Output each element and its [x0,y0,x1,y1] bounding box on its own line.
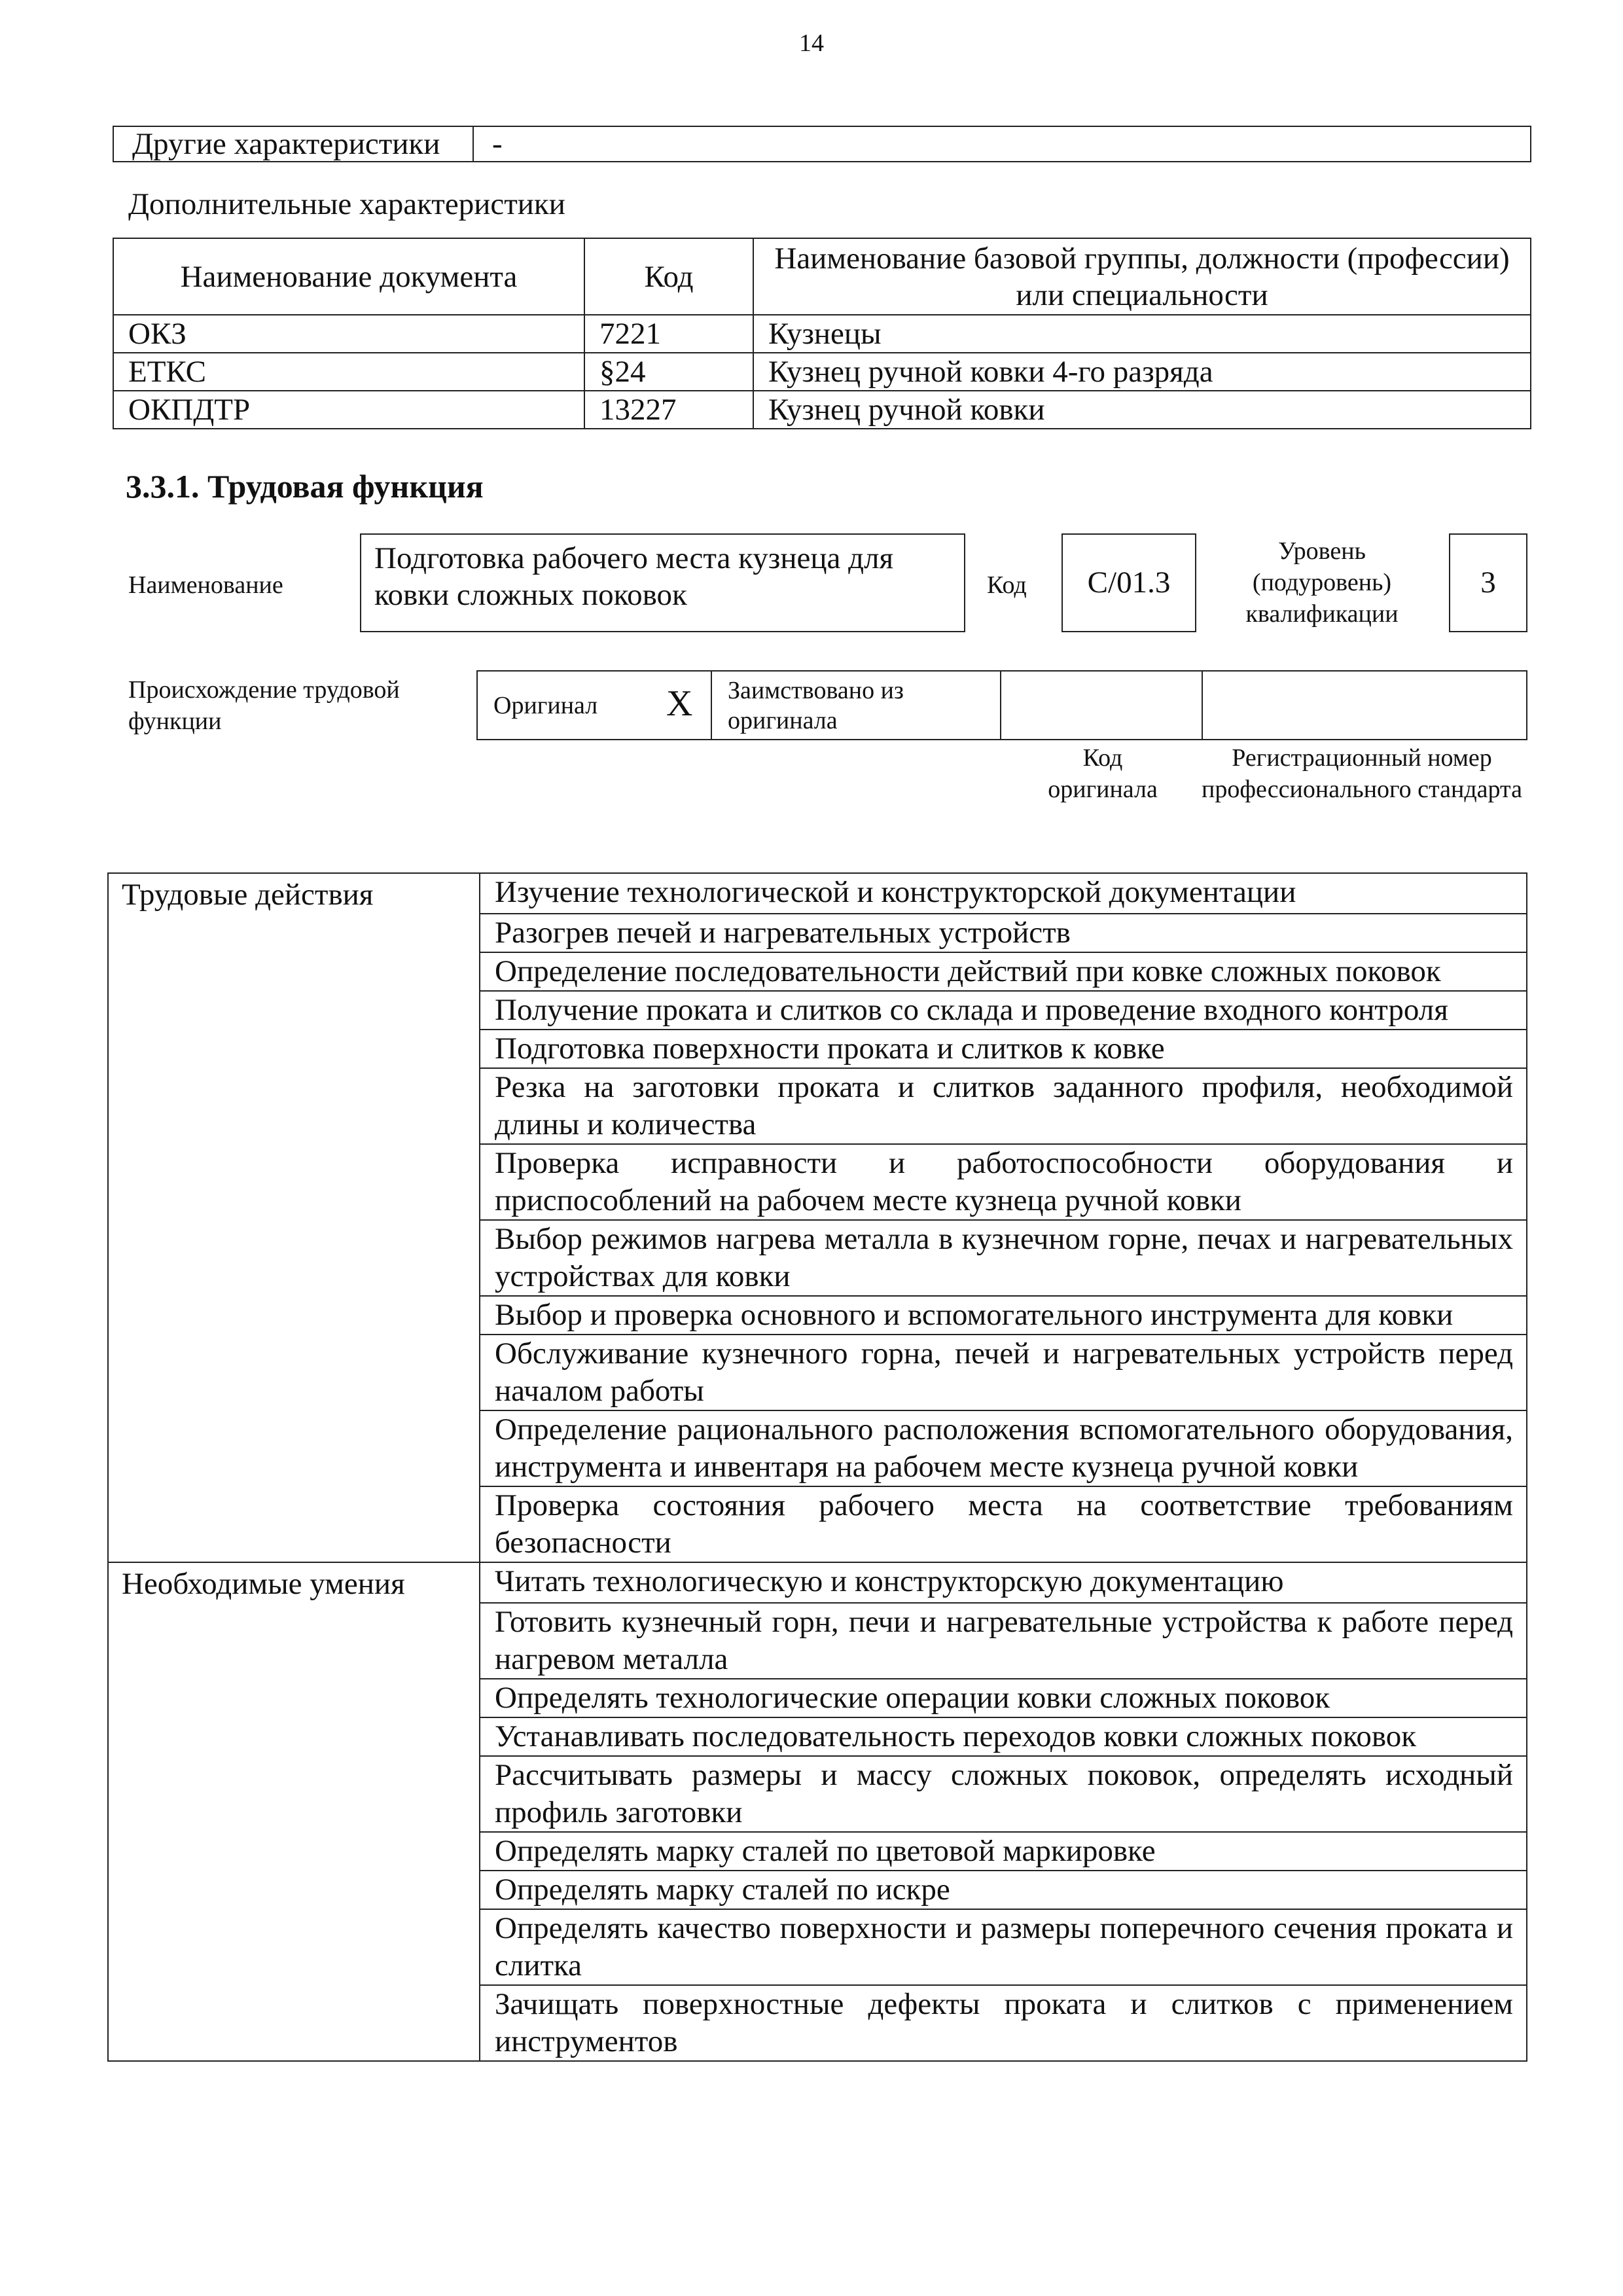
action-row [108,914,1527,952]
skill-item: Определять технологические операции ковки сложных поковок [480,1679,1527,1717]
action-item: Проверка исправности и работоспособности оборудования и приспособлений на рабочем месте кузнеца ручной ковки [480,1144,1527,1220]
divider [711,670,712,740]
label-cont [108,1144,480,1220]
action-item: Подготовка поверхности проката и слитков к ковке [480,1030,1527,1068]
action-item: Изучение технологической и конструкторской документации [480,873,1527,914]
label-cont [108,1679,480,1717]
divider [1000,670,1001,740]
level-label: Уровень (подуровень) квалификации [1245,537,1399,628]
actions-label: Трудовые действия [108,873,480,914]
action-row [108,873,1527,914]
original-mark: X [666,683,693,724]
borrowed-label: Заимствовано из оригинала [728,677,904,734]
name-label: Наименование [128,571,283,599]
group-name-cell: Кузнецы [753,315,1531,353]
header-group-name: Наименование базовой группы, должности (профессии) или специальности [753,238,1531,315]
skill-row [108,1603,1527,1679]
group-name-cell: Кузнец ручной ковки 4-го разряда [753,353,1531,391]
document-cell: ОКЗ [113,315,584,353]
action-row [108,991,1527,1030]
action-item: Выбор режимов нагрева металла в кузнечном горне, печах и нагревательных устройствах для ковки [480,1220,1527,1296]
original-label: Оригинал [493,692,598,719]
other-characteristics-value: - [473,126,1531,162]
header-document: Наименование документа [113,238,584,315]
action-row [108,952,1527,991]
label-cont [108,914,480,952]
skill-row [108,1909,1527,1985]
additional-characteristics-table [113,238,1531,429]
action-row [108,1410,1527,1486]
skill-row [108,1832,1527,1871]
code-cell: 13227 [584,391,753,429]
label-cont [108,991,480,1030]
action-row [108,1068,1527,1144]
skill-row [108,1679,1527,1717]
skill-item: Рассчитывать размеры и массу сложных поковок, определять исходный профиль заготовки [480,1756,1527,1832]
action-item: Получение проката и слитков со склада и проведение входного контроля [480,991,1527,1030]
label-cont [108,1068,480,1144]
label-cont [108,1717,480,1756]
label-cont [108,1220,480,1296]
group-name-cell: Кузнец ручной ковки [753,391,1531,429]
action-row [108,1296,1527,1335]
document-cell: ОКПДТР [113,391,584,429]
skills-label: Необходимые умения [108,1562,480,1603]
skill-item: Готовить кузнечный горн, печи и нагревательные устройства к работе перед нагревом металла [480,1603,1527,1679]
table-header-row [113,238,1531,315]
table-row [113,315,1531,353]
action-item: Определение последовательности действий при ковке сложных поковок [480,952,1527,991]
code-label: Код [987,571,1027,599]
label-cont [108,1296,480,1335]
action-item: Проверка состояния рабочего места на соответствие требованиям безопасности [480,1486,1527,1562]
function-name-box: Подготовка рабочего места кузнеца для ковки сложных поковок [360,533,965,632]
label-cont [108,1486,480,1562]
section-title: 3.3.1. Трудовая функция [126,468,484,505]
table-row [113,391,1531,429]
action-row [108,1030,1527,1068]
label-cont [108,1335,480,1410]
label-cont [108,1985,480,2061]
action-row [108,1220,1527,1296]
skill-item: Определять марку сталей по искре [480,1871,1527,1909]
action-row [108,1335,1527,1410]
skill-item: Устанавливать последовательность переходов ковки сложных поковок [480,1717,1527,1756]
actions-skills-table [107,872,1527,2062]
skill-row [108,1871,1527,1909]
code-original-label: Код оригинала [1048,744,1158,803]
skill-item: Читать технологическую и конструкторскую документацию [480,1562,1527,1603]
action-item: Определение рационального расположения вспомогательного оборудования, инструмента и инвентаря на рабочем месте кузнеца ручной ковки [480,1410,1527,1486]
skill-row [108,1717,1527,1756]
label-cont [108,1832,480,1871]
skill-row [108,1562,1527,1603]
skill-item: Зачищать поверхностные дефекты проката и слитков с применением инструментов [480,1985,1527,2061]
level-value-box: 3 [1449,533,1527,632]
document-cell: ЕТКС [113,353,584,391]
label-cont [108,1410,480,1486]
additional-characteristics-title: Дополнительные характеристики [128,187,565,221]
action-row [108,1486,1527,1562]
header-code: Код [584,238,753,315]
reg-number-label: Регистрационный номер профессионального стандарта [1202,744,1522,803]
skill-item: Определять качество поверхности и размеры поперечного сечения проката и слитка [480,1909,1527,1985]
action-row [108,1144,1527,1220]
origin-row [476,670,1527,740]
function-code-box: C/01.3 [1061,533,1196,632]
origin-label: Происхождение трудовой функции [128,676,400,735]
label-cont [108,1871,480,1909]
skill-item: Определять марку сталей по цветовой маркировке [480,1832,1527,1871]
skill-row [108,1985,1527,2061]
code-cell: §24 [584,353,753,391]
action-item: Обслуживание кузнечного горна, печей и нагревательных устройств перед началом работы [480,1335,1527,1410]
action-item: Выбор и проверка основного и вспомогательного инструмента для ковки [480,1296,1527,1335]
origin-row-border [476,670,1527,740]
other-characteristics-label: Другие характеристики [113,126,473,162]
table-row [113,353,1531,391]
label-cont [108,1603,480,1679]
label-cont [108,1909,480,1985]
label-cont [108,952,480,991]
skill-row [108,1756,1527,1832]
label-cont [108,1756,480,1832]
page-number: 14 [799,29,824,57]
other-characteristics-table [113,126,1531,162]
code-cell: 7221 [584,315,753,353]
label-cont [108,1030,480,1068]
action-item: Резка на заготовки проката и слитков заданного профиля, необходимой длины и количества [480,1068,1527,1144]
divider [1202,670,1203,740]
action-item: Разогрев печей и нагревательных устройств [480,914,1527,952]
